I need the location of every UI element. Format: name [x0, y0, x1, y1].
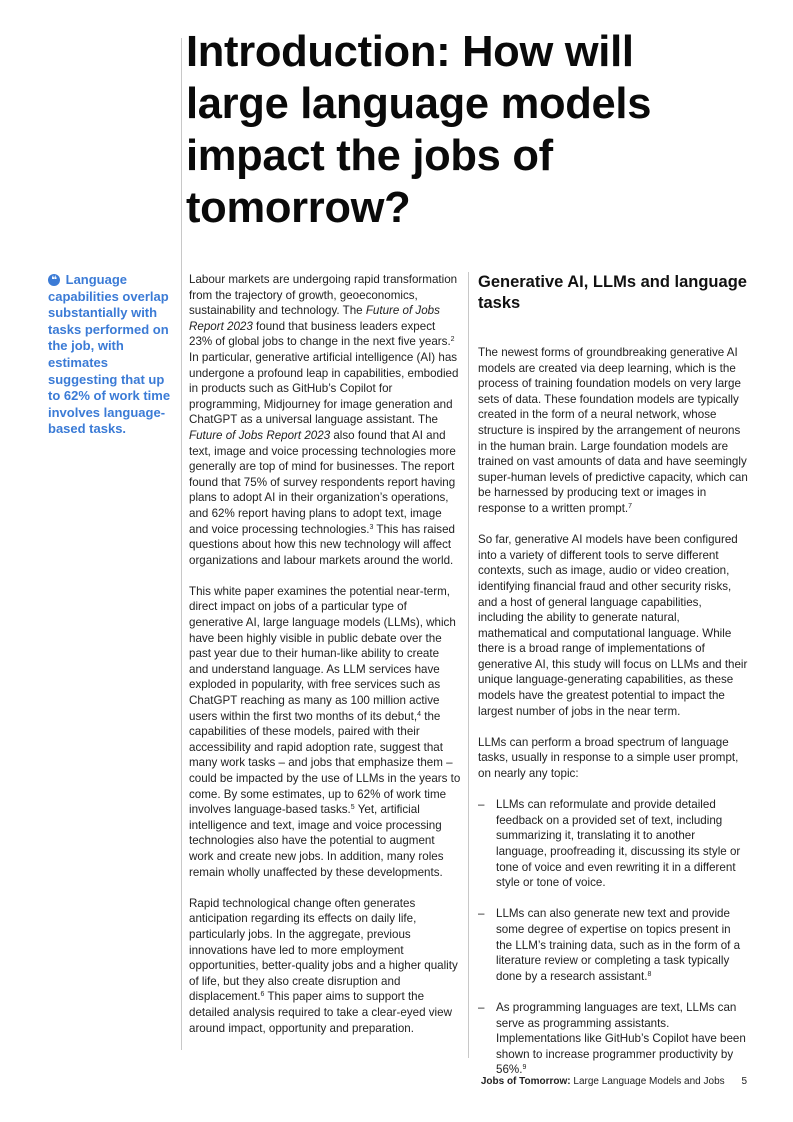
footnote-ref[interactable]: 9 [522, 1064, 527, 1072]
paragraph: Labour markets are undergoing rapid transformation from the trajectory of growth, geoeconomics, sustainability and technology. The Future of Jobs Report 2023 found that business leaders expect 23% of global jobs to change in the next five years.$^2$ In particular, generative artificial intelligence (AI) has undergone a profound leap in capabilities, embodied in products such as GitHub’s Copilot for programming, Midjourney for image generation and ChatGPT as a universal language assistant. The Future of Jobs Report 2023 also found that AI and text, image and voice processing technologies more generally are top of mind for businesses. The report found that 75% of survey respondents report having plans to adopt AI in their organization’s operations, and 62% report having plans to adopt text, image and voice processing technologies.$^3$ This has raised questions about how this new technology will affect organizations and labour markets around the world. [189, 273, 459, 567]
column-divider-left [181, 38, 182, 1050]
list-item: – As programming languages are text, LLMs can serve as programming assistants. Implementations like GitHub’s Copilot have been shown to increase programmer productivity by 56%.$^9$ [478, 1000, 748, 1078]
pull-quote-text: Language capabilities overlap substantially with tasks performed on the job, with estimates suggesting that up to 62% of work time involves language-based tasks. [48, 272, 171, 437]
footnote-ref[interactable]: 7 [628, 502, 633, 510]
paragraph: LLMs can perform a broad spectrum of language tasks, usually in response to a simple user prompt, on nearly any topic: [478, 735, 739, 781]
section-heading: Generative AI, LLMs and language tasks [478, 273, 747, 312]
paragraph: This white paper examines the potential near-term, direct impact on jobs of a particular type of generative AI, large language models (LLMs), which have been highly visible in public debate over the past year due to their human-like ability to create and understand language. As LLM services have exploded in popularity, with free services such as ChatGPT reaching as many as 100 million active users within the first two months of its debut,$^4$ the capabilities of these models, paired with their accessibility and rapid adoption rate, suggest that many work tasks – and jobs that emphasize them – could be impacted by the use of LLMs in the years to come. By some estimates, up to 62% of work time involves language-based tasks.$^5$ Yet, artificial intelligence and text, image and voice processing technologies also have the potential to augment work and create new jobs. In addition, many roles remain wholly unaffected by these developments. [189, 584, 461, 879]
footnote-ref[interactable]: 5 [350, 804, 355, 812]
column-divider-right [468, 272, 469, 1058]
footer-title: Large Language Models and Jobs [573, 1076, 725, 1087]
right-column [478, 272, 748, 1094]
footnote-ref[interactable]: 3 [369, 523, 374, 531]
paragraph: The newest forms of groundbreaking generative AI models are created via deep learning, which is the process of training foundation models on very large sets of data. These foundation models are typically created in the form of a neural network, whose structure is inspired by the arrangement of neurons in the human brain. Large foundation models are trained on vast amounts of data and have seemingly super-human levels of predictive capacity, which can be harnessed by producing text or images in response to a written prompt.$^7$ [478, 346, 748, 515]
footnote-ref[interactable]: 8 [647, 970, 652, 978]
footnote-ref[interactable]: 6 [260, 991, 265, 999]
footnote-ref[interactable]: 4 [417, 710, 422, 718]
page-number: 5 [741, 1076, 747, 1087]
list-item: – LLMs can reformulate and provide detailed feedback on a provided set of text, including summarizing it, translating it to another language, proofreading it, discussing its style or tone of voice and even rewriting it in a different style or tone of voice. [478, 797, 748, 891]
footnote-ref[interactable]: 2 [450, 336, 455, 344]
footer-series: Jobs of Tomorrow: [480, 1076, 571, 1087]
left-column [189, 272, 461, 1052]
paragraph: So far, generative AI models have been configured into a variety of different tools to serve different contexts, such as image, audio or video creation, identifying financial fraud and other security risks, and a host of general language capabilities, including the ability to generate natural, mathematical and computational language. While there is a broad range of implementations of generative AI, this study will focus on LLMs and their unique language-generating capabilities, as these models have the greatest potential to impact the largest number of jobs in the near term. [478, 533, 748, 718]
quote-icon: ❝ [48, 274, 60, 286]
page-title: Introduction: How will large language models impact the jobs of tomorrow? [186, 28, 652, 232]
page-footer [481, 1076, 747, 1087]
list-item: – LLMs can also generate new text and provide some degree of expertise on topics present in the LLM’s training data, such as in the form of a literature review or completing a task typically done by a research assistant.$^8$ [478, 906, 748, 984]
paragraph: Rapid technological change often generates anticipation regarding its effects on daily life, particularly jobs. In the aggregate, previous innovations have led to more employment opportunities, better-quality jobs and a higher quality of life, but they also create disruption and displacement.$^6$ This paper aims to support the detailed analysis required to take a clear-eyed view around impact, opportunity and preparation. [189, 896, 458, 1035]
capability-list [478, 797, 748, 1078]
pull-quote [48, 272, 176, 438]
